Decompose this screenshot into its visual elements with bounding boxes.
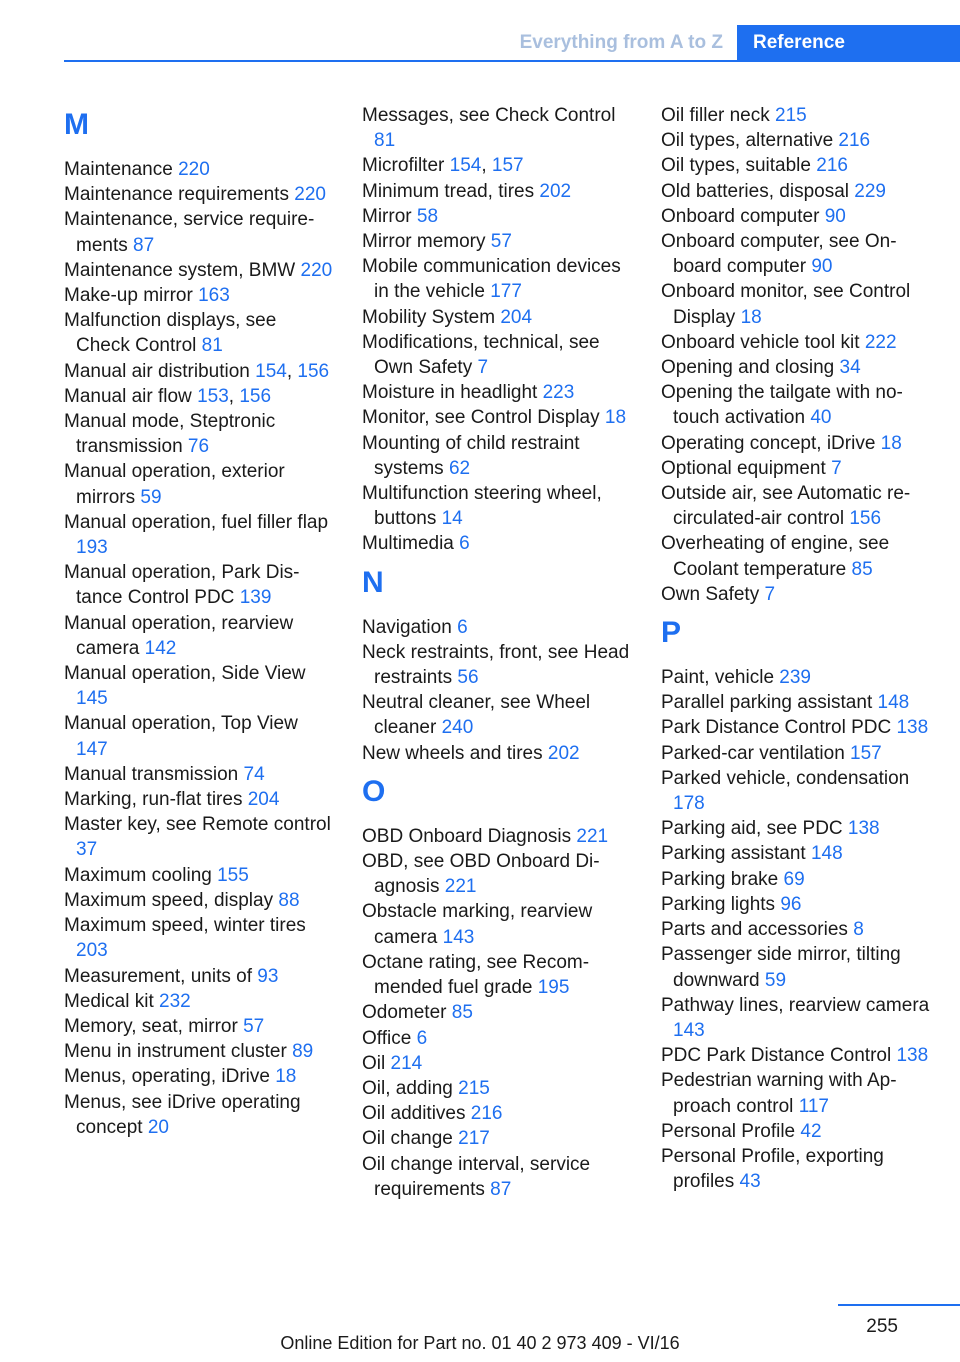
- page-link[interactable]: 96: [780, 893, 802, 915]
- index-entry: [64, 711, 334, 761]
- index-entry: [661, 1119, 936, 1144]
- footer-rule: [838, 1304, 960, 1306]
- page-link[interactable]: 220: [294, 184, 326, 206]
- index-entry-text: Modifications, technical, see Own Safety: [362, 331, 600, 379]
- index-entry: [661, 582, 936, 607]
- index-entry-text: Onboard monitor, see Control Display: [661, 281, 911, 328]
- index-entry-text: Mounting of child restraint systems: [362, 432, 580, 479]
- page-link[interactable]: 240: [441, 717, 474, 739]
- index-entry-text: Parked vehicle, condensation: [661, 767, 910, 789]
- page-link[interactable]: 42: [800, 1120, 822, 1142]
- page-link[interactable]: 215: [775, 105, 807, 126]
- page-link[interactable]: 148: [810, 843, 843, 865]
- index-entry-text: Parking assistant: [661, 843, 811, 865]
- index-entry-text: Maintenance: [64, 159, 179, 180]
- page-link[interactable]: 156: [239, 385, 272, 407]
- index-entry: [362, 1000, 632, 1025]
- page-link[interactable]: 6: [416, 1027, 428, 1049]
- index-entry-text: Memory, seat, mirror: [64, 1015, 244, 1037]
- page-link[interactable]: 58: [416, 205, 439, 227]
- index-entry-text: Operating concept, iDrive: [661, 432, 881, 454]
- index-entry-text: Manual operation, Side View: [64, 663, 306, 685]
- index-entry-text: Menus, see iDrive operating concept: [64, 1091, 301, 1138]
- index-entry-text: OBD, see OBD Onboard Diagnosis: [362, 851, 600, 898]
- index-entry-text: Opening the tailgate with no-touch activation: [661, 382, 903, 429]
- index-entry: [362, 305, 632, 330]
- index-entry: [362, 950, 632, 1000]
- index-entry-text: Messages, see Check Control: [362, 105, 616, 126]
- page-link[interactable]: 163: [198, 285, 230, 307]
- index-entry: [661, 481, 936, 531]
- page-link[interactable]: 117: [798, 1095, 829, 1117]
- index-entry-text: Personal Profile, exporting profiles: [661, 1145, 884, 1193]
- page-link[interactable]: 6: [457, 616, 468, 638]
- index-entry: [661, 690, 936, 715]
- index-entry: [362, 1152, 632, 1202]
- index-entry-text: Menu in instrument cluster: [64, 1041, 293, 1063]
- index-entry: [64, 787, 334, 812]
- index-entry-text: OBD Onboard Diagnosis: [362, 825, 577, 847]
- page-link[interactable]: 40: [810, 407, 832, 429]
- page-link[interactable]: 90: [811, 256, 833, 278]
- index-entry-text: Office: [362, 1027, 417, 1049]
- index-entry-text: Octane rating, see Recommended fuel grade: [362, 951, 590, 999]
- index-entry-text: Opening and closing: [661, 357, 840, 379]
- page-header: [0, 0, 960, 62]
- page-link[interactable]: 143: [442, 926, 475, 948]
- index-entry-text: Maintenance system, BMW: [64, 259, 301, 281]
- index-letter-heading: N: [362, 565, 384, 599]
- index-entry-text: Oil, adding: [362, 1077, 459, 1099]
- page-link[interactable]: 81: [374, 130, 396, 152]
- page-link[interactable]: 145: [76, 688, 108, 710]
- index-entry-text: Multimedia: [362, 533, 460, 555]
- page-link[interactable]: 138: [896, 717, 929, 739]
- index-letter-heading: M: [64, 108, 89, 141]
- page-link[interactable]: 7: [764, 583, 776, 605]
- index-entry-text: Oil: [362, 1052, 391, 1074]
- index-entry: [661, 917, 936, 942]
- page-number: 255: [866, 1316, 898, 1337]
- index-entry-text: Parking lights: [661, 893, 781, 915]
- page-link[interactable]: 18: [740, 306, 762, 328]
- index-entry: [64, 182, 334, 207]
- index-entry: [362, 405, 632, 430]
- index-entry-text: Optional equipment: [661, 457, 832, 479]
- index-entry: [362, 531, 632, 556]
- index-entry: [362, 1126, 632, 1151]
- index-entry-text: Master key, see Remote control: [64, 814, 331, 836]
- page-link[interactable]: 7: [831, 457, 842, 479]
- page-link[interactable]: 222: [864, 331, 897, 353]
- index-entry: [362, 640, 632, 690]
- page-link[interactable]: 157: [850, 742, 882, 764]
- index-entry: [362, 229, 632, 254]
- index-entry: [661, 153, 936, 178]
- index-entry-text: Oil filler neck: [661, 105, 776, 126]
- page-link[interactable]: 177: [490, 281, 522, 303]
- index-entry: [64, 989, 334, 1014]
- page-link[interactable]: 157: [491, 155, 524, 177]
- index-entry-text: Maximum cooling: [64, 864, 218, 886]
- index-entry: [64, 964, 334, 989]
- index-entry: [362, 1101, 632, 1126]
- index-entry: [64, 359, 334, 384]
- index-entry-text: Maintenance, service requirements: [64, 209, 315, 256]
- page-link[interactable]: 203: [76, 940, 108, 962]
- index-entry: [64, 283, 334, 308]
- page-link[interactable]: 178: [673, 793, 705, 815]
- page-link[interactable]: 221: [444, 876, 477, 898]
- index-entry-text: Mirror: [362, 205, 417, 227]
- page-link[interactable]: 143: [673, 1019, 705, 1041]
- index-entry: [64, 384, 334, 409]
- index-entry-text: Obstacle marking, rearview camera: [362, 901, 593, 948]
- index-entry: [362, 431, 632, 481]
- page-link[interactable]: 229: [854, 180, 886, 202]
- index-entry-text: Neutral cleaner, see Wheel cleaner: [362, 692, 591, 739]
- index-entry-text: Oil types, alternative: [661, 130, 839, 152]
- page-link[interactable]: 14: [441, 508, 463, 530]
- index-entry: [661, 993, 936, 1043]
- page-link[interactable]: 153: [197, 385, 229, 407]
- index-entry: [661, 204, 936, 229]
- index-letter-heading: O: [362, 774, 386, 808]
- page-link[interactable]: 57: [490, 231, 512, 253]
- index-entry: [661, 431, 936, 456]
- index-entry: [661, 380, 936, 430]
- index-entry-text: Minimum tread, tires: [362, 180, 540, 202]
- index-entry: [64, 560, 334, 610]
- page-link[interactable]: 232: [159, 990, 191, 1012]
- edition-note: Online Edition for Part no. 01 40 2 973 409 - VI/16: [280, 1333, 680, 1353]
- page-link[interactable]: 156: [297, 360, 330, 382]
- index-entry: [661, 531, 936, 581]
- page-link[interactable]: 81: [201, 335, 223, 357]
- index-entry-text: Oil change interval, service requirements: [362, 1153, 591, 1200]
- page-link[interactable]: 138: [896, 1045, 929, 1067]
- page-link[interactable]: 87: [133, 234, 155, 256]
- index-entry-text: Pedestrian warning with Approach control: [661, 1070, 897, 1117]
- index-entry-text: Overheating of engine, see Coolant temperature: [661, 533, 890, 580]
- index-entry-text: Marking, run-flat tires: [64, 789, 248, 811]
- page-link[interactable]: 43: [739, 1171, 761, 1193]
- index-entry: [64, 459, 334, 509]
- page-link[interactable]: 69: [783, 868, 805, 890]
- index-entry-text: Paint, vehicle: [661, 667, 780, 689]
- index-entry: [362, 254, 632, 304]
- index-entry-text: Navigation: [362, 616, 458, 638]
- index-entry: [64, 611, 334, 661]
- index-entry-text: Neck restraints, front, see Head restraints: [362, 641, 630, 689]
- page-link[interactable]: 87: [490, 1178, 512, 1200]
- page-link[interactable]: 56: [457, 667, 479, 689]
- page-link[interactable]: 202: [547, 742, 580, 764]
- index-entry-text: Manual transmission: [64, 763, 244, 785]
- index-column-3: [661, 103, 936, 1194]
- page-link[interactable]: 76: [187, 436, 210, 458]
- page-link[interactable]: 148: [877, 692, 910, 714]
- page-link[interactable]: 7: [477, 357, 489, 379]
- index-entry-text: Pathway lines, rearview camera: [661, 994, 930, 1016]
- index-entry-text: Multifunction steering wheel, buttons: [362, 483, 602, 530]
- index-entry-text: Mobile communication devices in the vehicle: [362, 256, 621, 303]
- index-entry-text: Make-up mirror: [64, 285, 199, 307]
- index-entry-text: Manual operation, exterior mirrors: [64, 461, 285, 508]
- page-link[interactable]: 8: [853, 919, 864, 941]
- page-link[interactable]: 139: [239, 587, 272, 609]
- index-entry: [661, 229, 936, 279]
- page-link[interactable]: 204: [500, 306, 533, 328]
- page-link[interactable]: 195: [537, 977, 570, 999]
- index-entry-text: Parts and accessories: [661, 919, 854, 941]
- index-entry: [661, 128, 936, 153]
- page-link[interactable]: 93: [257, 965, 279, 987]
- index-entry-text: Own Safety: [661, 583, 765, 605]
- index-entry: [64, 409, 334, 459]
- page-link[interactable]: 239: [779, 667, 811, 689]
- index-entry-text: Maximum speed, display: [64, 889, 279, 911]
- index-entry: [64, 762, 334, 787]
- index-entry-text: Manual operation, fuel filler flap: [64, 511, 329, 533]
- index-entry: [661, 665, 936, 690]
- index-entry: [362, 741, 632, 766]
- page-link[interactable]: 74: [243, 763, 265, 785]
- index-entry-text: Onboard computer: [661, 205, 825, 227]
- index-entry-text: Mirror memory: [362, 231, 491, 253]
- index-entry: [362, 1026, 632, 1051]
- page-separator: ,: [481, 155, 492, 177]
- index-entry-text: Manual operation, Top View: [64, 713, 298, 735]
- index-entry-text: Medical kit: [64, 990, 160, 1012]
- index-entry: [661, 841, 936, 866]
- page-link[interactable]: 202: [539, 180, 572, 202]
- index-entry: [661, 1144, 936, 1194]
- index-entry-text: Personal Profile: [661, 1120, 801, 1142]
- page-link[interactable]: 215: [458, 1077, 490, 1099]
- index-entry: [64, 207, 334, 257]
- index-entry: [661, 330, 936, 355]
- index-entry: [661, 1043, 936, 1068]
- page-link[interactable]: 85: [451, 1002, 473, 1024]
- page-link[interactable]: 155: [217, 864, 249, 886]
- page-link[interactable]: 154: [449, 155, 482, 177]
- index-column-2: [362, 103, 632, 1202]
- index-entry-text: Measurement, units of: [64, 965, 258, 987]
- index-entry: [362, 330, 632, 380]
- index-entry: [64, 1039, 334, 1064]
- index-entry: [362, 153, 632, 178]
- page-link[interactable]: 37: [76, 839, 98, 861]
- index-entry: [661, 456, 936, 481]
- index-entry-text: Microfilter: [362, 155, 450, 177]
- page-link[interactable]: 220: [178, 159, 210, 180]
- page-link[interactable]: 156: [849, 508, 882, 530]
- index-entry: [661, 741, 936, 766]
- index-entry: [661, 942, 936, 992]
- page-link[interactable]: 34: [839, 357, 861, 379]
- page-link[interactable]: 89: [292, 1041, 314, 1063]
- section-title: Everything from A to Z: [519, 32, 723, 53]
- index-column-1: [64, 103, 334, 1140]
- index-entry: [661, 179, 936, 204]
- index-entry-text: Outside air, see Automatic recirculated-air control: [661, 483, 911, 530]
- index-entry: [362, 204, 632, 229]
- index-entry: [64, 510, 334, 560]
- index-entry: [661, 279, 936, 329]
- page-link[interactable]: 216: [470, 1103, 503, 1125]
- index-entry: [64, 1014, 334, 1039]
- index-entry-text: Manual operation, rearview camera: [64, 612, 294, 659]
- index-entry: [362, 380, 632, 405]
- page-link[interactable]: 154: [255, 360, 287, 382]
- page-link[interactable]: 193: [76, 537, 108, 559]
- index-entry: [64, 661, 334, 711]
- page-link[interactable]: 216: [816, 155, 848, 177]
- index-entry: [661, 355, 936, 380]
- page-link[interactable]: 18: [880, 432, 902, 454]
- index-entry: [64, 1090, 334, 1140]
- page-link[interactable]: 6: [459, 533, 470, 555]
- index-entry-text: Passenger side mirror, tilting downward: [661, 944, 901, 991]
- index-entry-text: Menus, operating, iDrive: [64, 1066, 276, 1088]
- index-entry: [64, 888, 334, 913]
- index-entry-text: Manual air flow: [64, 385, 198, 407]
- index-entry-text: Oil types, suitable: [661, 155, 817, 177]
- index-entry-text: Manual operation, Park Distance Control PDC: [64, 562, 300, 609]
- index-entry-text: Old batteries, disposal: [661, 180, 855, 202]
- index-entry-text: New wheels and tires: [362, 742, 548, 764]
- page-link[interactable]: 138: [847, 818, 880, 840]
- page-link[interactable]: 88: [278, 889, 300, 911]
- page-link[interactable]: 220: [300, 259, 333, 281]
- index-entry: [661, 766, 936, 816]
- index-entry: [362, 103, 632, 153]
- index-entry: [362, 899, 632, 949]
- index-entry: [64, 308, 334, 358]
- index-entry: [362, 481, 632, 531]
- index-entry-text: Parking aid, see PDC: [661, 818, 848, 840]
- index-entry-text: Odometer: [362, 1002, 452, 1024]
- page-separator: ,: [286, 360, 298, 382]
- index-entry: [362, 824, 632, 849]
- index-letter-heading: P: [661, 616, 682, 650]
- page-link[interactable]: 214: [390, 1052, 423, 1074]
- index-entry-text: Maximum speed, winter tires: [64, 915, 306, 937]
- page-link[interactable]: 18: [604, 407, 627, 429]
- index-entry: [64, 913, 334, 963]
- page-link[interactable]: 20: [147, 1116, 169, 1138]
- index-entry: [362, 1076, 632, 1101]
- index-entry: [64, 1064, 334, 1089]
- page-link[interactable]: 217: [458, 1128, 490, 1150]
- page-link[interactable]: 59: [140, 486, 162, 508]
- page-link[interactable]: 59: [764, 969, 787, 991]
- page-link[interactable]: 223: [542, 382, 575, 404]
- page-link[interactable]: 221: [576, 825, 609, 847]
- index-entry-text: Moisture in headlight: [362, 382, 543, 404]
- index-entry-text: Park Distance Control PDC: [661, 717, 897, 739]
- index-entry: [362, 615, 632, 640]
- page-link[interactable]: 204: [247, 789, 280, 811]
- index-entry-text: Monitor, see Control Display: [362, 407, 605, 429]
- index-entry: [661, 816, 936, 841]
- index-entry: [661, 1068, 936, 1118]
- index-entry: [64, 258, 334, 283]
- index-entry: [362, 179, 632, 204]
- index-entry: [362, 690, 632, 740]
- index-entry-text: Manual mode, Steptronic transmission: [64, 411, 276, 458]
- reference-tab: Reference: [737, 25, 960, 61]
- index-entry-text: Maintenance requirements: [64, 184, 295, 206]
- index-entry: [661, 715, 936, 740]
- index-entry-text: Oil change: [362, 1128, 459, 1150]
- page-separator: ,: [228, 385, 240, 407]
- index-entry-text: Malfunction displays, see Check Control: [64, 310, 277, 357]
- page-link[interactable]: 62: [448, 457, 471, 479]
- index-entry: [64, 157, 334, 182]
- index-entry: [362, 1051, 632, 1076]
- index-entry-text: Oil additives: [362, 1103, 471, 1125]
- index-entry: [661, 892, 936, 917]
- page-link[interactable]: 85: [851, 558, 873, 580]
- index-entry-text: Manual air distribution: [64, 360, 256, 382]
- page-link[interactable]: 18: [275, 1066, 297, 1088]
- index-entry-text: PDC Park Distance Control: [661, 1045, 897, 1067]
- page-link[interactable]: 142: [144, 637, 177, 659]
- index-entry: [64, 863, 334, 888]
- index-entry-text: Onboard vehicle tool kit: [661, 331, 865, 353]
- index-entry-text: Parked-car ventilation: [661, 742, 851, 764]
- page-link[interactable]: 216: [838, 130, 871, 152]
- index-entry-text: Onboard computer, see Onboard computer: [661, 231, 897, 278]
- page-link[interactable]: 57: [243, 1015, 265, 1037]
- page-link[interactable]: 147: [76, 738, 108, 760]
- index-entry: [661, 103, 936, 128]
- index-entry: [362, 849, 632, 899]
- index-entry-text: Parallel parking assistant: [661, 692, 878, 714]
- index-entry-text: Parking brake: [661, 868, 784, 890]
- header-rule: [64, 60, 960, 62]
- index-entry-text: Mobility System: [362, 306, 501, 328]
- page-link[interactable]: 90: [824, 205, 846, 227]
- index-entry: [661, 867, 936, 892]
- index-entry: [64, 812, 334, 862]
